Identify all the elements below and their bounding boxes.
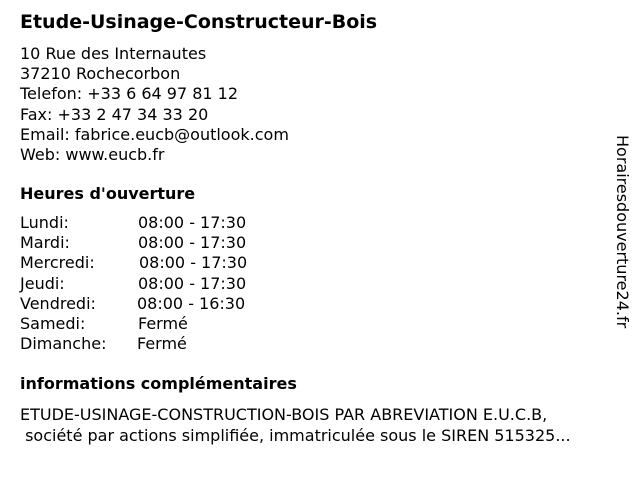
address-street: 10 Rue des Internautes xyxy=(20,44,207,63)
time-value: 08:00 - 17:30 xyxy=(138,213,247,232)
day-label: Samedi: xyxy=(20,313,86,333)
day-label: Dimanche: xyxy=(20,334,107,354)
time-value: 08:00 - 16:30 xyxy=(137,293,246,313)
additional-info-text xyxy=(20,404,571,446)
opening-hours-heading: Heures d'ouverture xyxy=(20,184,196,203)
additional-info-heading: informations complémentaires xyxy=(20,374,297,393)
address-city: 37210 Rochecorbon xyxy=(20,64,181,84)
contact-block xyxy=(20,44,289,165)
day-label: Vendredi: xyxy=(20,293,96,313)
website: Web: www.eucb.fr xyxy=(20,145,165,165)
day-label: Mercredi: xyxy=(20,253,95,273)
watermark-text: Horairesdouverture24.fr xyxy=(613,135,632,329)
time-value: Fermé xyxy=(137,334,187,354)
time-value: 08:00 - 17:30 xyxy=(138,273,247,293)
info-line: société par actions simplifiée, immatriculée sous le SIREN 515325... xyxy=(20,426,571,445)
time-value: 08:00 - 17:30 xyxy=(138,233,247,253)
email-address: Email: fabrice.eucb@outlook.com xyxy=(20,124,289,144)
company-name: Etude-Usinage-Constructeur-Bois xyxy=(20,11,378,33)
phone-number: Telefon: +33 6 64 97 81 12 xyxy=(20,84,239,104)
time-value: Fermé xyxy=(138,313,188,333)
day-label: Jeudi: xyxy=(20,273,65,293)
day-label: Mardi: xyxy=(20,233,70,253)
info-line: ETUDE-USINAGE-CONSTRUCTION-BOIS PAR ABREVIATION E.U.C.B, xyxy=(20,405,548,424)
day-label: Lundi: xyxy=(20,213,69,232)
time-value: 08:00 - 17:30 xyxy=(139,253,248,273)
fax-number: Fax: +33 2 47 34 33 20 xyxy=(20,104,209,124)
